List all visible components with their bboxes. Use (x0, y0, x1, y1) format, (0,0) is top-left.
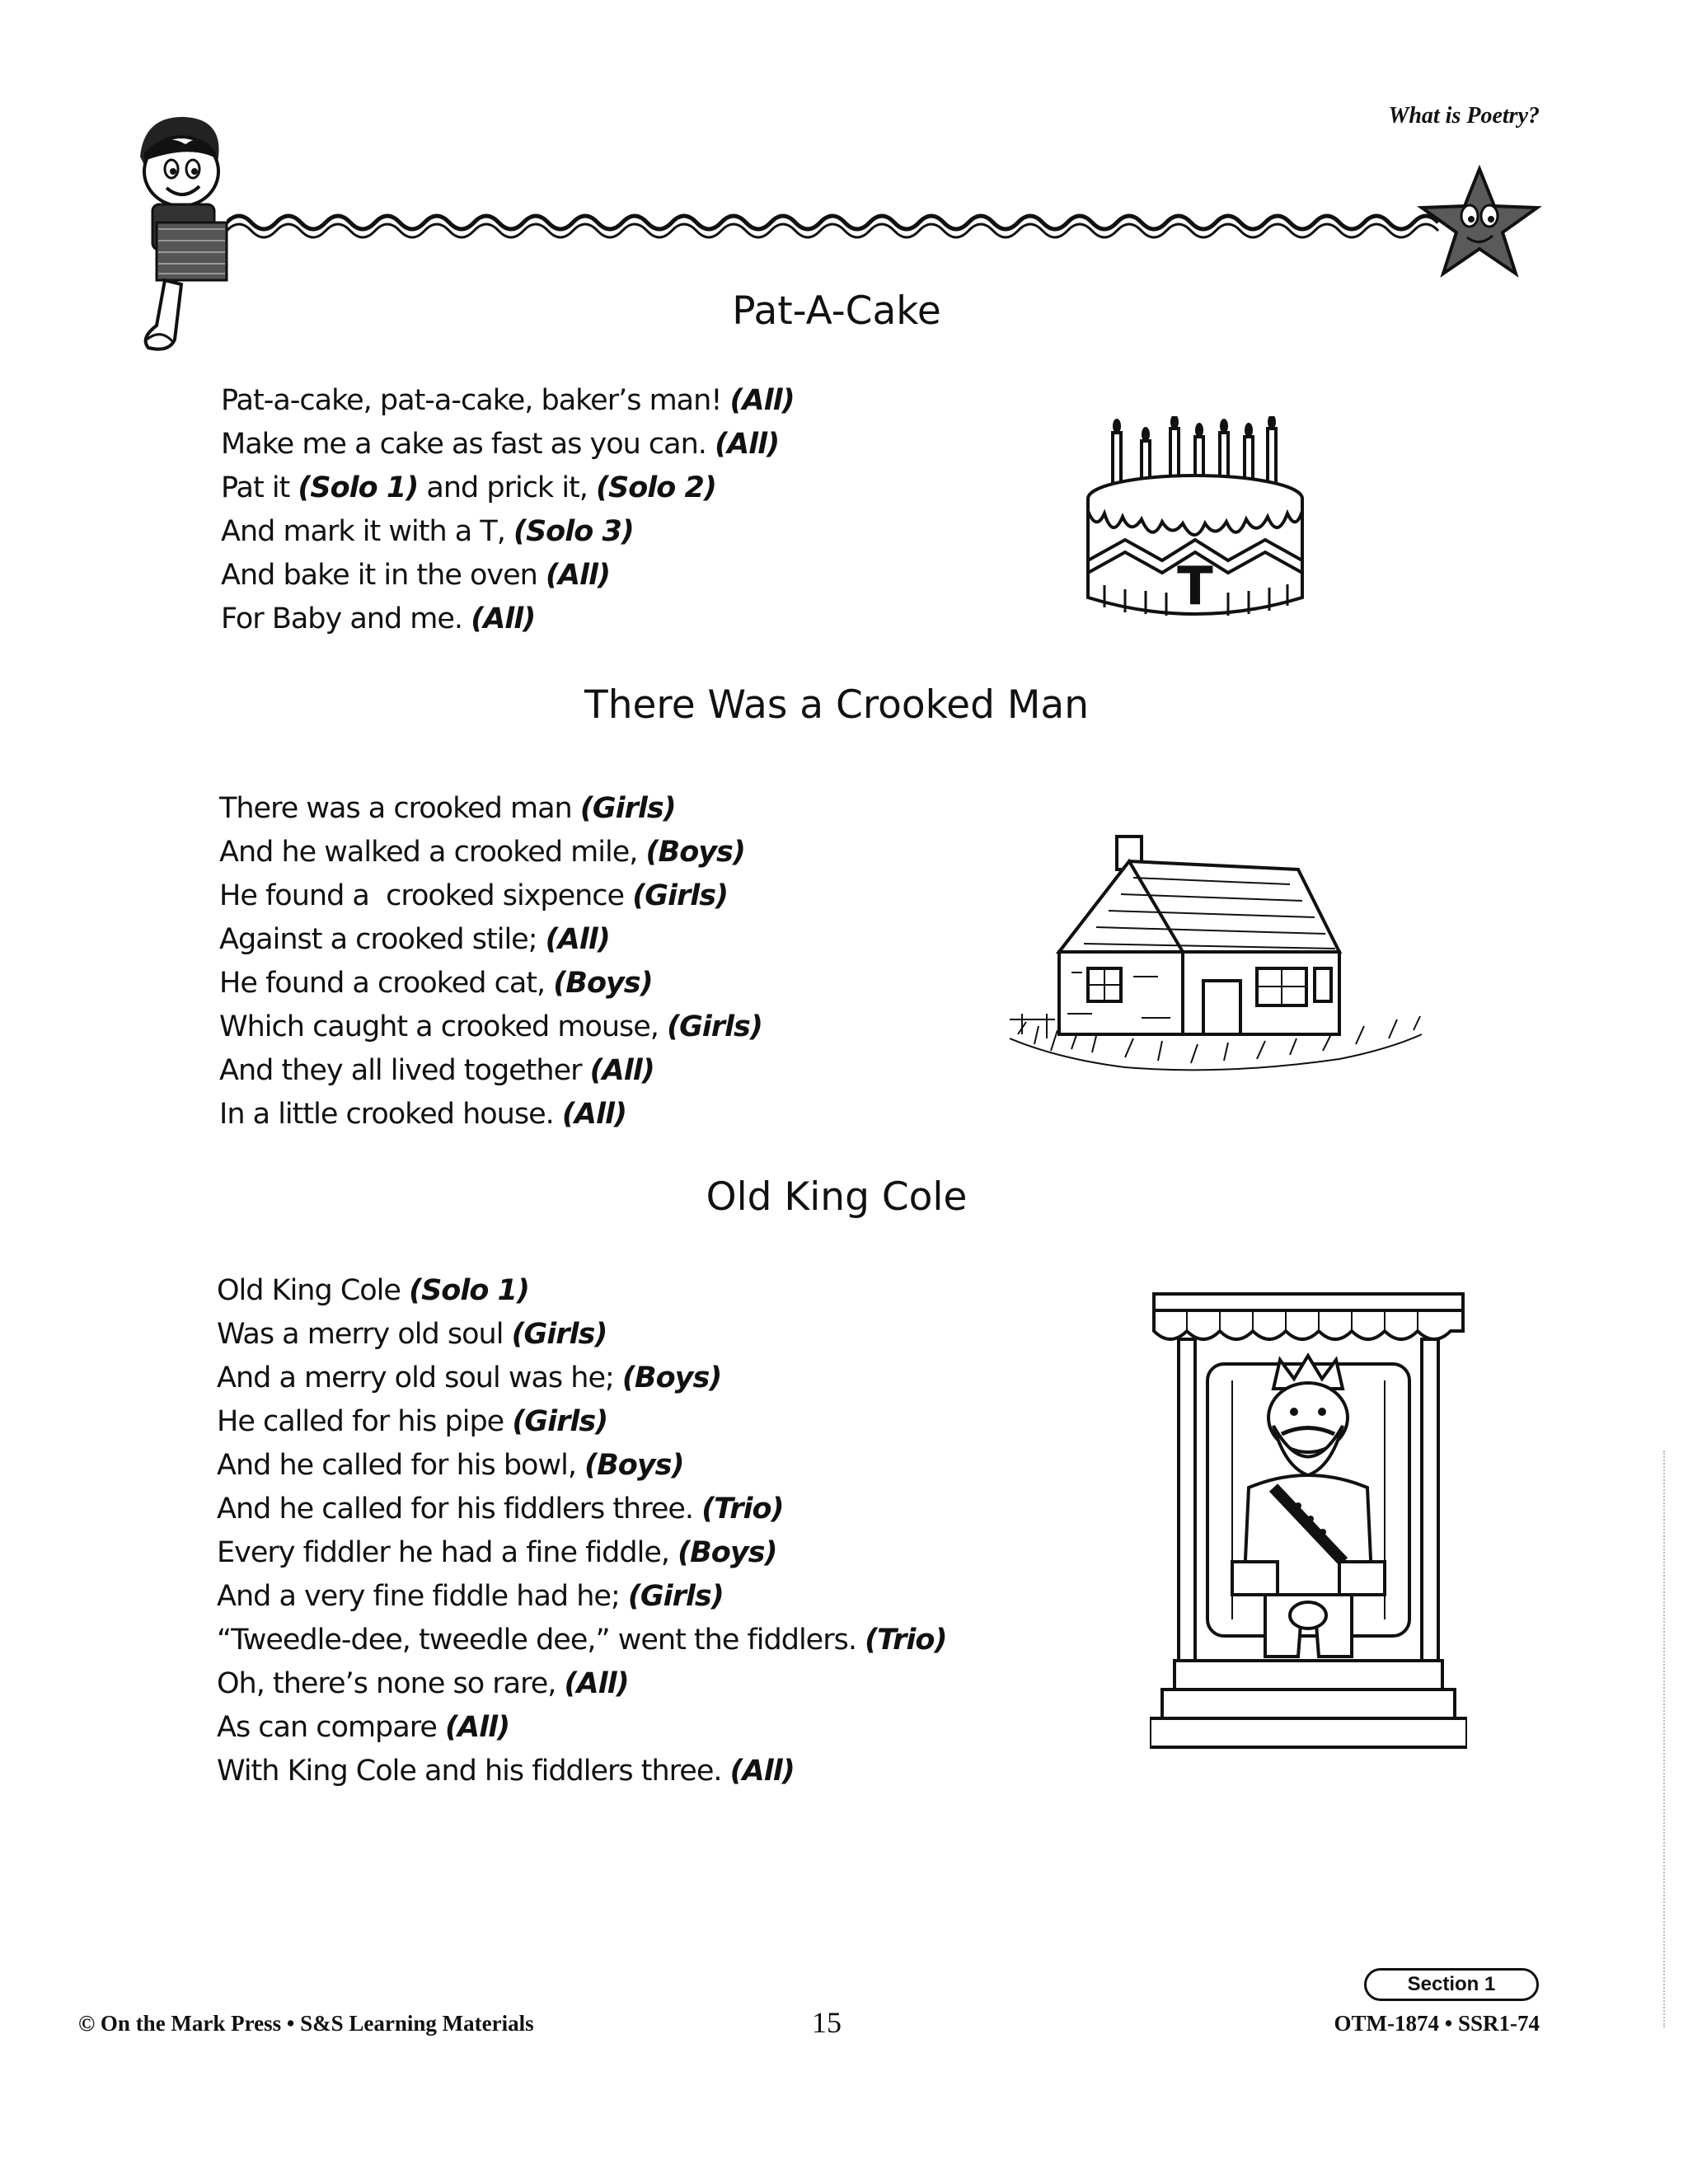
poem-line: “Tweedle-dee, tweedle dee,” went the fiddlers. (Trio) (217, 1624, 947, 1657)
poem-line: Which caught a crooked mouse, (Girls) (219, 1010, 762, 1043)
poem-body-crooked-man (219, 787, 762, 1137)
poem-title-old-king-cole: Old King Cole (706, 1174, 968, 1220)
poem-line: And bake it in the oven (All) (221, 559, 611, 592)
birthday-cake-illustration (1080, 416, 1311, 622)
star-mascot-icon (1414, 165, 1545, 280)
poem-body-old-king-cole (217, 1269, 946, 1793)
scan-margin-mark (1663, 1451, 1667, 2027)
poem-line: Pat it (Solo 1) and prick it, (Solo 2) (221, 471, 716, 504)
cake-letter: T (1177, 556, 1213, 617)
poem-line: And a very fine fiddle had he; (Girls) (217, 1580, 724, 1613)
king-on-throne-illustration (1150, 1290, 1467, 1751)
poem-line: And he walked a crooked mile, (Boys) (219, 836, 745, 869)
crooked-house-illustration (1010, 828, 1422, 1076)
poem-line: For Baby and me. (All) (221, 602, 536, 635)
page-number: 15 (812, 2006, 842, 2039)
poem-title-crooked-man: There Was a Crooked Man (584, 682, 1089, 728)
poem-line: And a merry old soul was he; (Boys) (217, 1361, 722, 1394)
poem-line: He found a crooked sixpence (Girls) (219, 879, 729, 912)
poem-line: Was a merry old soul (Girls) (217, 1318, 607, 1351)
wavy-divider (227, 206, 1447, 239)
product-code: OTM-1874 • SSR1-74 (1334, 2011, 1540, 2036)
poem-line: With King Cole and his fiddlers three. (All) (217, 1755, 795, 1788)
poem-line: He called for his pipe (Girls) (217, 1405, 608, 1438)
poem-title-pat-a-cake: Pat-A-Cake (732, 288, 941, 334)
poem-line: As can compare (All) (217, 1711, 510, 1744)
section-badge: Section 1 (1364, 1968, 1539, 2001)
poem-line: Oh, there’s none so rare, (All) (217, 1667, 629, 1700)
boy-mascot-icon (124, 107, 239, 354)
poem-line: He found a crooked cat, (Boys) (219, 967, 653, 1000)
poem-line: And he called for his bowl, (Boys) (217, 1449, 684, 1482)
section-header-label: What is Poetry? (1388, 103, 1540, 129)
poem-line: Make me a cake as fast as you can. (All) (221, 428, 780, 461)
poem-line: Against a crooked stile; (All) (219, 923, 610, 956)
poem-line: And mark it with a T, (Solo 3) (221, 515, 634, 548)
poem-line: Pat-a-cake, pat-a-cake, baker’s man! (All) (221, 384, 795, 417)
poem-line: And they all lived together (All) (219, 1054, 654, 1087)
poem-line: In a little crooked house. (All) (219, 1098, 626, 1131)
poem-line: Every fiddler he had a fine fiddle, (Boys) (217, 1536, 777, 1569)
poem-line: There was a crooked man (Girls) (219, 792, 676, 825)
copyright-notice: © On the Mark Press • S&S Learning Materials (78, 2011, 534, 2036)
poem-body-pat-a-cake (221, 379, 795, 641)
poem-line: Old King Cole (Solo 1) (217, 1274, 529, 1307)
poem-line: And he called for his fiddlers three. (Trio) (217, 1493, 784, 1526)
